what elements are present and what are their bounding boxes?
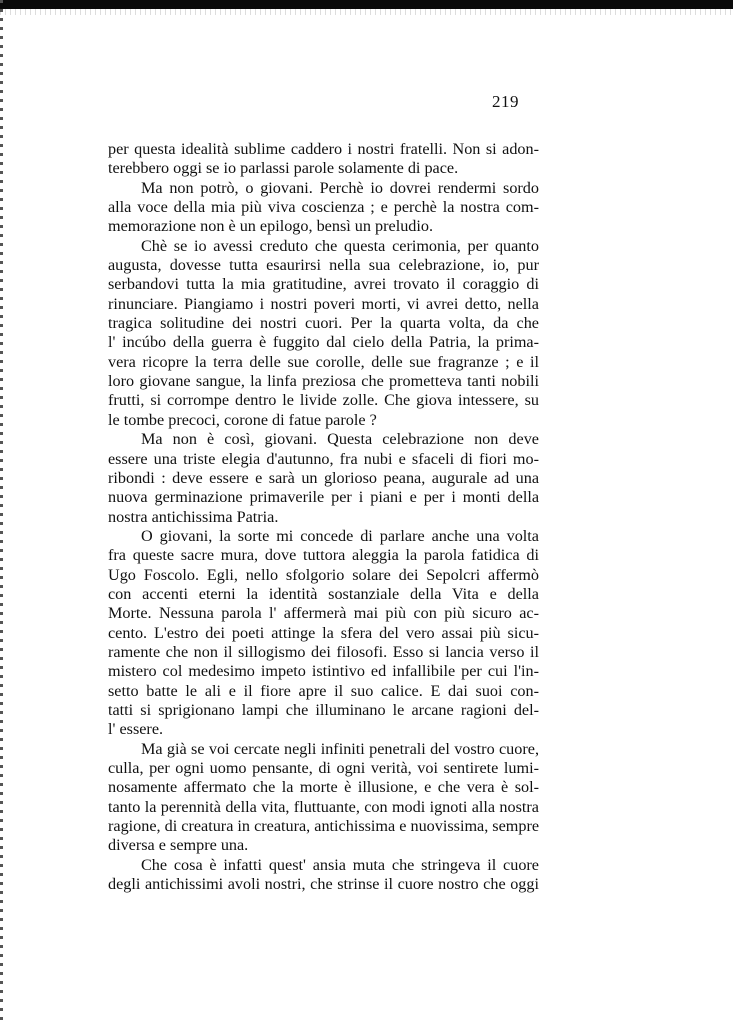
text-line: con accenti eterni la identità sostanziale della Vita e della <box>108 584 539 603</box>
text-line: diversa e sempre una. <box>108 836 249 855</box>
text-line: cento. L'estro dei poeti attinge la sfera del vero assai più sicu- <box>108 623 539 642</box>
page-number: 219 <box>492 92 519 111</box>
text-line: tragica solitudine dei nostri cuori. Per la quarta volta, da che <box>108 314 539 333</box>
text-line: frutti, si corrompe dentro le livide zolle. Che giova intessere, su <box>108 391 539 410</box>
text-line: nosamente affermato che la morte è illusione, e che vera è sol- <box>108 778 539 797</box>
text-line: ragione, di creatura in creatura, antichissima e nuovissima, sempre <box>108 817 540 836</box>
text-line: O giovani, la sorte mi concede di parlare anche una volta <box>141 526 539 545</box>
text-line: setto batte le ali e il fiore apre il suo calice. E dai suoi con- <box>108 681 539 700</box>
text-line: ribondi : deve essere e sarà un glorioso peana, augurale ad una <box>108 468 539 487</box>
text-line: l' essere. <box>108 720 164 739</box>
text-line: culla, per ogni uomo pensante, di ogni verità, voi sentirete lumi- <box>108 759 539 777</box>
scan-left-edge <box>0 0 3 1024</box>
text-line: degli antichissimi avoli nostri, che strinse il cuore nostro che oggi <box>108 875 539 894</box>
text-line: augusta, dovesse tutta esaurirsi nella sua celebrazione, io, pur <box>108 256 539 275</box>
text-line: fra queste sacre mura, dove tuttora aleggia la parola fatidica di <box>108 546 539 565</box>
scan-noise <box>0 9 733 15</box>
text-line: Ugo Foscolo. Egli, nello sfolgorio solare dei Sepolcri affermò <box>108 565 539 584</box>
text-line: Ma non è così, giovani. Questa celebrazione non deve <box>141 430 539 449</box>
text-line: tanto la perennità della vita, fluttuante, con modi ignoti alla nostra <box>108 797 539 816</box>
text-line: vera ricopre la terra delle sue corolle, delle sue fragranze ; e il <box>108 352 539 371</box>
text-line: serbandovi tutta la mia gratitudine, avrei trovato il coraggio di <box>108 275 539 294</box>
text-line: Che cosa è infatti quest' ansia muta che stringeva il cuore <box>141 855 539 874</box>
paragraph <box>108 856 539 895</box>
scan-top-border <box>0 0 733 9</box>
text-line: per questa idealità sublime caddero i nostri fratelli. Non si adon- <box>108 140 539 158</box>
text-line: rinunciare. Piangiamo i nostri poveri morti, vi avrei detto, nella <box>108 294 539 313</box>
text-line: Ma già se voi cercate negli infiniti penetrali del vostro cuore, <box>141 739 539 758</box>
text-line: l' incúbo della guerra è fuggito dal cielo della Patria, la prima- <box>108 333 539 352</box>
paragraph <box>108 237 539 430</box>
text-line: loro giovane sangue, la linfa preziosa che prometteva tanti nobili <box>108 372 539 391</box>
text-line: Chè se io avessi creduto che questa cerimonia, per quanto <box>141 236 539 255</box>
text-line: Morte. Nessuna parola l' affermerà mai più con più sicuro ac- <box>108 604 539 623</box>
text-line: le tombe precoci, corone di fatue parole ? <box>108 410 377 429</box>
text-line: alla voce della mia più viva coscienza ; e perchè la nostra com- <box>108 198 539 217</box>
paragraph <box>108 179 539 237</box>
text-line: terebbero oggi se io parlassi parole solamente di pace. <box>108 159 459 178</box>
text-line: tatti si sprigionano lampi che illuminano le arcane ragioni del- <box>108 700 539 719</box>
paragraph <box>108 430 539 527</box>
text-line: nostra antichissima Patria. <box>108 507 279 526</box>
text-line: ramente che non il sillogismo dei filosofi. Esso si lancia verso il <box>108 642 539 661</box>
paragraph <box>108 140 539 179</box>
text-line: essere una triste elegia d'autunno, fra nubi e sfaceli di fiori mo- <box>108 449 539 468</box>
text-line: memorazione non è un epilogo, bensì un preludio. <box>108 217 434 236</box>
text-line: Ma non potrò, o giovani. Perchè io dovrei rendermi sordo <box>141 178 539 197</box>
text-line: nuova germinazione primaverile per i piani e per i monti della <box>108 488 539 507</box>
text-line: mistero col medesimo impeto istintivo ed infallibile per cui l'in- <box>108 662 539 681</box>
paragraph <box>108 740 539 856</box>
body-text <box>108 140 539 894</box>
paragraph <box>108 527 539 740</box>
